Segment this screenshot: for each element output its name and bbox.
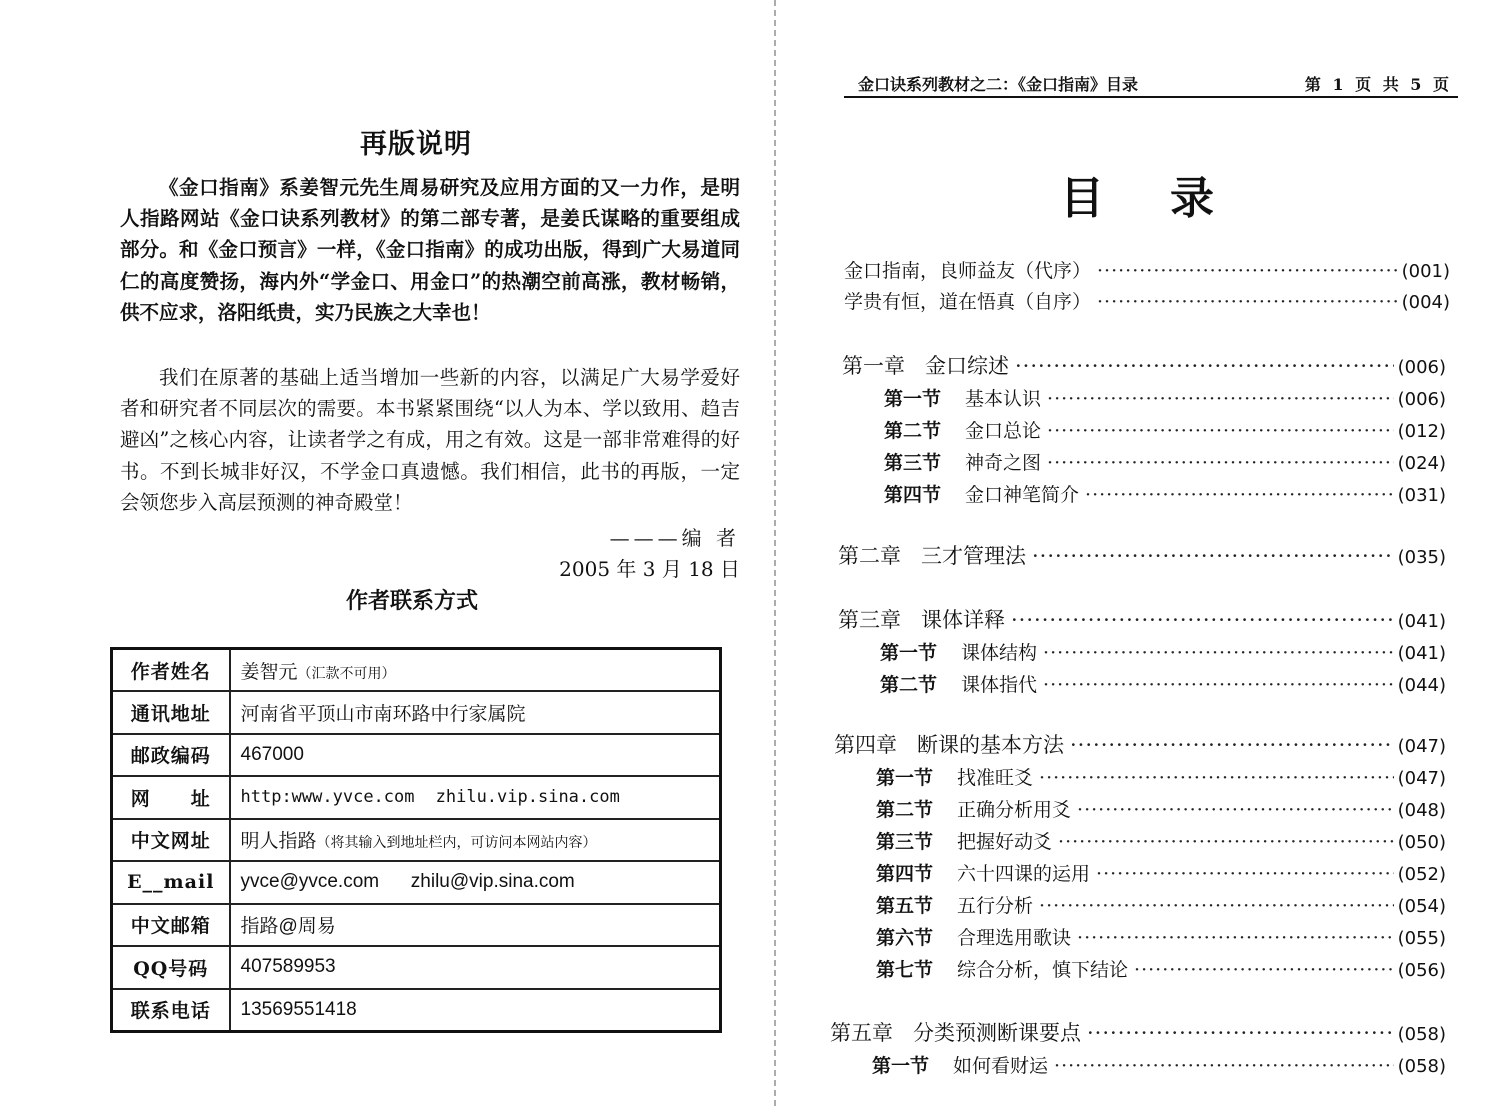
toc-label: [880, 670, 1039, 697]
toc-chapter-1[interactable]: [842, 350, 1446, 380]
toc-title-text: 课体结构: [961, 642, 1038, 664]
toc-label: [830, 1017, 1083, 1047]
toc-leader-dots: [1047, 388, 1394, 410]
toc-number: 第四节: [876, 863, 934, 885]
toc-page-number: (041): [1397, 611, 1446, 632]
toc-label: [876, 827, 1054, 854]
toc-leader-dots: [1039, 767, 1394, 789]
toc-page-number: (058): [1397, 1024, 1446, 1045]
website-label: 网 址: [112, 776, 230, 819]
toc-label: [884, 480, 1081, 507]
toc-title-text: 综合分析，慎下结论: [957, 959, 1129, 981]
cn-website-note: （将其输入到地址栏内，可访问本网站内容）: [316, 834, 597, 851]
toc-chapter-4-section-3[interactable]: [876, 827, 1446, 854]
toc-title-text: 把握好动爻: [957, 831, 1053, 853]
toc-chapter-3-section-1[interactable]: [880, 638, 1446, 665]
toc-page-number: (035): [1397, 547, 1446, 568]
toc-page-number: (058): [1397, 1056, 1446, 1077]
contact-row-address: [112, 691, 721, 734]
qq-label: QQ号码: [112, 946, 230, 989]
toc-title-text: 金口神笔简介: [965, 484, 1080, 506]
contact-row-phone: [112, 989, 721, 1032]
toc-chapter-2[interactable]: [838, 540, 1446, 570]
email-link-2[interactable]: zhilu@vip.sina.com: [410, 871, 575, 893]
toc-leader-dots: [1134, 959, 1394, 981]
contact-row-qq: [112, 946, 721, 989]
toc-page-number: (004): [1401, 292, 1450, 313]
toc-number: 第四章: [834, 733, 897, 757]
toc-page-number: (050): [1397, 832, 1446, 853]
toc-leader-dots: [1058, 831, 1394, 853]
toc-chapter-4-section-6[interactable]: [876, 923, 1446, 950]
name-label: 作者姓名: [112, 649, 230, 692]
toc-number: 第一节: [880, 642, 938, 664]
address-value: 河南省平顶山市南环路中行家属院: [230, 691, 721, 734]
name-note: （汇款不可用）: [297, 664, 396, 681]
toc-leader-dots: [1077, 927, 1394, 949]
toc-number: 第三章: [838, 608, 901, 632]
running-head: [844, 72, 1458, 98]
toc-title-text: 分类预测断课要点: [913, 1021, 1081, 1045]
toc-number: 第五节: [876, 895, 934, 917]
toc-chapter-1-section-2[interactable]: [884, 416, 1446, 443]
toc-chapter-5-section-1[interactable]: [872, 1051, 1446, 1078]
toc-leader-dots: [1096, 863, 1394, 885]
reprint-title: 再版说明: [360, 129, 472, 160]
toc-page-number: (052): [1397, 864, 1446, 885]
toc-title-text: 金口总论: [965, 420, 1042, 442]
toc-number: 第三节: [884, 452, 942, 474]
toc-number: 第二章: [838, 544, 901, 568]
toc-number: 第二节: [876, 799, 934, 821]
toc-number: 第一节: [884, 388, 942, 410]
postcode-label: 邮政编码: [112, 734, 230, 777]
toc-title-text: 课体指代: [961, 674, 1038, 696]
toc-page-number: (031): [1397, 485, 1446, 506]
toc-label: [884, 416, 1043, 443]
toc-label: [838, 604, 1007, 634]
toc-leader-dots: [1047, 420, 1394, 442]
toc-leader-dots: [1039, 895, 1394, 917]
contact-row-postcode: [112, 734, 721, 777]
toc-chapter-1-section-4[interactable]: [884, 480, 1446, 507]
toc-chapter-4-section-4[interactable]: [876, 859, 1446, 886]
toc-page-number: (024): [1397, 453, 1446, 474]
toc-leader-dots: [1032, 544, 1394, 568]
toc-number: 第三节: [876, 831, 934, 853]
toc-page-number: (006): [1397, 389, 1446, 410]
reprint-paragraph-2: 我们在原著的基础上适当增加一些新的内容，以满足广大易学爱好者和研究者不同层次的需要。本书紧紧围绕“以人为本、学以致用、趋吉避凶”之核心内容，让读者学之有成，用之有效。这是一部非常难得的好书。不到长城非好汉，不学金口真遗憾。我们相信，此书的再版，一定会领您步入高层预测的神奇殿堂！: [120, 366, 740, 514]
toc-leader-dots: [1015, 354, 1394, 378]
page-gutter: [774, 0, 776, 1106]
toc-page-number: (048): [1397, 800, 1446, 821]
reprint-paragraph-1: 《金口指南》系姜智元先生周易研究及应用方面的又一力作，是明人指路网站《金口诀系列教材》的第二部专著，是姜氏谋略的重要组成部分。和《金口预言》一样，《金口指南》的成功出版，得到广大易道同仁的高度赞扬，海内外“学金口、用金口”的热潮空前高涨，教材畅销，供不应求，洛阳纸贵，实乃民族之大幸也！: [120, 176, 740, 324]
toc-leader-dots: [1085, 484, 1394, 506]
toc-title: 目录: [1060, 173, 1280, 224]
toc-title-text: 神奇之图: [965, 452, 1042, 474]
toc-title-text: 六十四课的运用: [957, 863, 1091, 885]
left-page: [110, 0, 740, 1106]
toc-preface-2[interactable]: [844, 287, 1450, 314]
toc-page-number: (006): [1397, 357, 1446, 378]
website-link-1[interactable]: http:www.yvce.com: [240, 787, 415, 808]
toc-chapter-3-section-2[interactable]: [880, 670, 1446, 697]
toc-leader-dots: [1087, 1021, 1394, 1045]
name-value: [230, 649, 721, 692]
author-name: 姜智元: [240, 661, 298, 683]
toc-title-text: 断课的基本方法: [917, 733, 1064, 757]
postcode-value: 467000: [230, 734, 721, 777]
address-label: 通讯地址: [112, 691, 230, 734]
toc-number: 第六节: [876, 927, 934, 949]
reprint-date: 2005 年 3 月 18 日: [559, 557, 740, 581]
toc-leader-dots: [1043, 674, 1394, 696]
toc-label: [880, 638, 1039, 665]
website-link-2[interactable]: zhilu.vip.sina.com: [435, 787, 620, 808]
toc-page-number: (047): [1397, 768, 1446, 789]
toc-leader-dots: [1097, 260, 1398, 282]
toc-leader-dots: [1043, 642, 1394, 664]
toc-number: 第五章: [830, 1021, 893, 1045]
toc-label: [834, 729, 1066, 759]
email-link-1[interactable]: yvce@yvce.com: [240, 871, 380, 893]
website-value: [230, 776, 721, 819]
contact-table: [110, 647, 722, 1033]
toc-number: 第二节: [880, 674, 938, 696]
cn-website-value: [230, 819, 721, 862]
toc-label: [876, 795, 1073, 822]
cn-website-label: 中文网址: [112, 819, 230, 862]
toc-number: 第四节: [884, 484, 942, 506]
toc-title-text: 找准旺爻: [957, 767, 1034, 789]
toc-chapter-4-section-1[interactable]: [876, 763, 1446, 790]
contact-row-cn-website: [112, 819, 721, 862]
toc-page-number: (056): [1397, 960, 1446, 981]
toc-label: [842, 350, 1011, 380]
toc-page-number: (012): [1397, 421, 1446, 442]
contact-row-email: [112, 861, 721, 904]
toc-chapter-5[interactable]: [830, 1017, 1446, 1047]
toc-number: 第二节: [884, 420, 942, 442]
toc-leader-dots: [1097, 291, 1398, 313]
page-indicator: 第 1 页 共 5 页: [1304, 75, 1452, 94]
toc-number: 第一章: [842, 354, 905, 378]
toc-number: 第一节: [876, 767, 934, 789]
toc-title-text: 金口指南，良师益友（代序）: [844, 260, 1092, 282]
toc-label: [876, 891, 1035, 918]
toc-leader-dots: [1054, 1055, 1394, 1077]
toc-number: 第七节: [876, 959, 934, 981]
toc-title-text: 合理选用歌诀: [957, 927, 1072, 949]
toc-page-number: (041): [1397, 643, 1446, 664]
cn-email-label: 中文邮箱: [112, 904, 230, 947]
phone-label: 联系电话: [112, 989, 230, 1032]
toc-title-text: 学贵有恒，道在悟真（自序）: [844, 291, 1092, 313]
contact-heading: 作者联系方式: [346, 588, 479, 614]
toc-label: [876, 763, 1035, 790]
toc-preface-1[interactable]: [844, 256, 1450, 283]
toc-title-text: 如何看财运: [953, 1055, 1049, 1077]
contact-row-cn-email: [112, 904, 721, 947]
toc-chapter-1-section-3[interactable]: [884, 448, 1446, 475]
toc-label: [876, 859, 1092, 886]
contact-row-name: [112, 649, 721, 692]
toc-chapter-3[interactable]: [838, 604, 1446, 634]
toc-title-text: 三才管理法: [921, 544, 1026, 568]
toc-chapter-4[interactable]: [834, 729, 1446, 759]
toc-page-number: (055): [1397, 928, 1446, 949]
toc-title-text: 基本认识: [965, 388, 1042, 410]
toc-title-text: 课体详释: [921, 608, 1005, 632]
toc-label: [838, 540, 1028, 570]
toc-label: [876, 923, 1073, 950]
toc-title-text: 正确分析用爻: [957, 799, 1072, 821]
toc-title-text: 金口综述: [925, 354, 1009, 378]
toc-page-number: (047): [1397, 736, 1446, 757]
email-value: [230, 861, 721, 904]
cn-website: 明人指路: [240, 831, 317, 853]
phone-value: 13569551418: [230, 989, 721, 1032]
toc-chapter-4-section-5[interactable]: [876, 891, 1446, 918]
toc-leader-dots: [1070, 733, 1394, 757]
editor-signature: ———编 者: [609, 526, 740, 550]
toc-chapter-4-section-7[interactable]: [876, 955, 1446, 982]
toc-label: [844, 256, 1093, 283]
running-head-title: 金口诀系列教材之二：《金口指南》目录: [858, 75, 1139, 94]
qq-value: 407589953: [230, 946, 721, 989]
toc-page-number: (044): [1397, 675, 1446, 696]
cn-email-value: 指路@周易: [230, 904, 721, 947]
toc-leader-dots: [1047, 452, 1394, 474]
toc-label: [884, 448, 1043, 475]
toc-leader-dots: [1011, 608, 1394, 632]
right-page: [830, 0, 1460, 1106]
toc-label: [876, 955, 1130, 982]
toc-chapter-1-section-1[interactable]: [884, 384, 1446, 411]
toc-chapter-4-section-2[interactable]: [876, 795, 1446, 822]
toc-number: 第一节: [872, 1055, 930, 1077]
toc-leader-dots: [1077, 799, 1394, 821]
toc-title-text: 五行分析: [957, 895, 1034, 917]
toc-page-number: (001): [1401, 261, 1450, 282]
toc-label: [844, 287, 1093, 314]
contact-row-website: [112, 776, 721, 819]
toc-label: [884, 384, 1043, 411]
email-label: E__mail: [112, 861, 230, 904]
toc-label: [872, 1051, 1050, 1078]
toc-page-number: (054): [1397, 896, 1446, 917]
